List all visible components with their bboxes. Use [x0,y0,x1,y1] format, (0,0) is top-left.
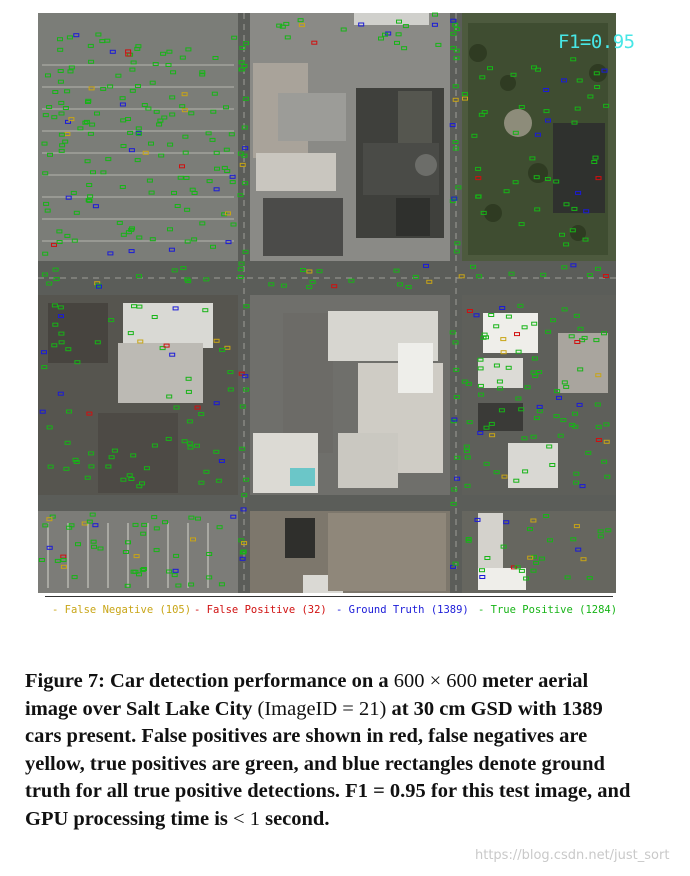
building-ne [553,123,605,213]
legend-false-negative: - False Negative (105) [52,604,192,616]
caption-text-4: second. [259,807,330,830]
legend-ground-truth: - Ground Truth (1389) [336,604,469,616]
caption-time-bound: < 1 [233,807,260,830]
aerial-image [38,13,616,593]
legend-true-positive: - True Positive (1284) [478,604,618,616]
caption-text-2: meter aerial image over Salt Lake City [25,670,589,720]
caption-image-id: (ImageID = 21) [257,697,387,720]
f1-score-overlay: F1=0.95 [558,31,635,53]
pool [290,468,315,486]
legend-divider [45,596,613,597]
building-w1 [123,303,213,348]
aerial-figure [38,13,635,593]
road-horizontal-2 [38,495,616,511]
figure-caption [25,668,637,833]
watermark: https://blog.csdn.net/just_sort [475,848,670,863]
caption-dimensions: 600 × 600 [393,670,478,692]
caption-text-3: at 30 cm GSD with 1389 cars present. False positives are shown in red, false negatives are yellow, true positives are green, and blue rectangles denote ground truth for all true positive detections. F1 = 0.95 for this test image, and GPU processing time is [25,697,631,830]
legend-false-positive: - False Positive (32) [194,604,327,616]
tower-center [283,313,333,453]
caption-text-1: Figure 7: Car detection performance on a [25,670,394,692]
